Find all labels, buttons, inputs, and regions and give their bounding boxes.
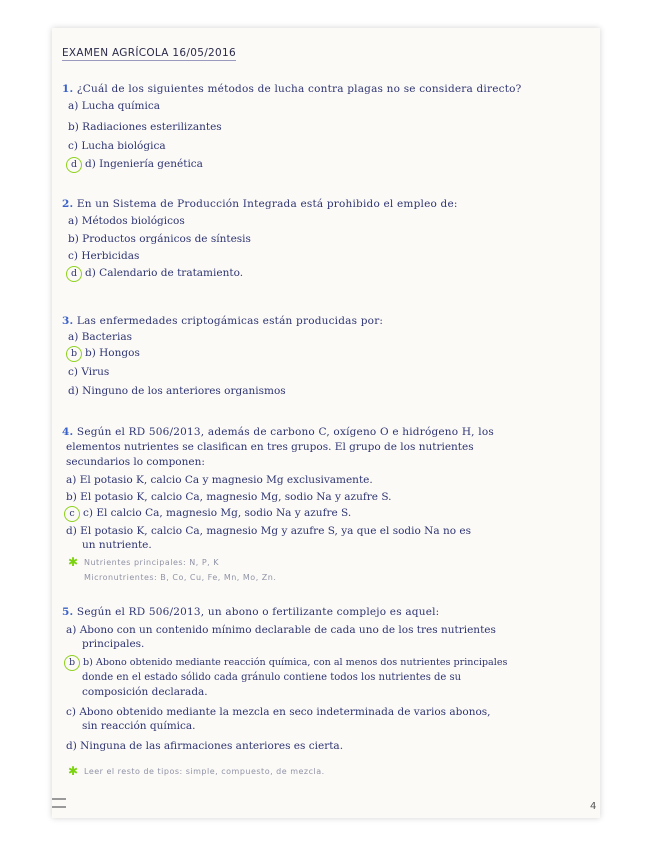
question-4-option-c-label: c) El calcio Ca, magnesio Mg, sodio Na y azufre S. xyxy=(83,507,352,519)
question-4-line-2: elementos nutrientes se clasifican en tres grupos. El grupo de los nutrientes xyxy=(66,441,474,453)
question-2-number: 2. xyxy=(62,198,74,210)
question-4-number: 4. xyxy=(62,426,74,438)
question-4-note-1: Nutrientes principales: N, P, K xyxy=(84,558,220,567)
exam-page xyxy=(52,28,600,818)
question-3-option-c: c) Virus xyxy=(68,366,110,378)
question-1 xyxy=(62,83,521,95)
answer-circle-marker: c xyxy=(64,506,80,522)
answer-circle-marker: d xyxy=(66,157,82,173)
question-3-number: 3. xyxy=(62,315,74,327)
question-5-option-b-cont-2: composición declarada. xyxy=(82,686,208,698)
question-2-option-d-label: d) Calendario de tratamiento. xyxy=(85,267,244,279)
question-1-text: ¿Cuál de los siguientes métodos de lucha contra plagas no se considera directo? xyxy=(76,83,522,95)
question-5-option-b-label: b) Abono obtenido mediante reacción química, con al menos dos nutrientes principales xyxy=(83,657,508,668)
answer-circle-marker: b xyxy=(64,655,80,671)
question-4-text-1: Según el RD 506/2013, además de carbono C, oxígeno O e hidrógeno H, los xyxy=(76,426,494,438)
question-5-option-b xyxy=(64,655,507,671)
question-5-number: 5. xyxy=(62,606,74,618)
question-2-text: En un Sistema de Producción Integrada está prohibido el empleo de: xyxy=(76,198,458,210)
question-3 xyxy=(62,315,383,327)
question-5 xyxy=(62,606,439,618)
question-3-option-d: d) Ninguno de los anteriores organismos xyxy=(68,385,286,397)
question-5-text: Según el RD 506/2013, un abono o fertilizante complejo es aquel: xyxy=(76,606,440,618)
question-4-line-3: secundarios lo componen: xyxy=(66,456,205,468)
answer-circle-marker: b xyxy=(66,346,82,362)
star-icon: ✱ xyxy=(68,555,79,569)
question-2-option-c: c) Herbicidas xyxy=(68,250,140,262)
question-3-option-b xyxy=(66,346,140,362)
question-4-option-c xyxy=(64,506,351,522)
question-1-option-d xyxy=(66,157,203,173)
answer-circle-marker: d xyxy=(66,266,82,282)
question-4-option-b: b) El potasio K, calcio Ca, magnesio Mg, sodio Na y azufre S. xyxy=(66,491,392,503)
question-2-option-b: b) Productos orgánicos de síntesis xyxy=(68,233,251,245)
question-4-option-a: a) El potasio K, calcio Ca y magnesio Mg exclusivamente. xyxy=(66,474,373,486)
question-4-line-1 xyxy=(62,426,494,438)
question-1-option-a: a) Lucha química xyxy=(68,100,160,112)
question-5-option-a: a) Abono con un contenido mínimo declarable de cada uno de los tres nutrientes xyxy=(66,624,496,636)
question-3-option-a: a) Bacterias xyxy=(68,331,133,343)
question-1-number: 1. xyxy=(62,83,74,95)
question-4-note-2: Micronutrientes: B, Co, Cu, Fe, Mn, Mo, Zn. xyxy=(84,573,277,582)
question-5-option-b-cont-1: donde en el estado sólido cada gránulo contiene todos los nutrientes de su xyxy=(82,672,462,683)
question-5-option-d: d) Ninguna de las afirmaciones anteriores es cierta. xyxy=(66,740,344,752)
question-5-option-c: c) Abono obtenido mediante la mezcla en seco indeterminada de varios abonos, xyxy=(66,706,491,718)
question-5-option-c-cont: sin reacción química. xyxy=(82,720,196,732)
question-5-option-a-cont: principales. xyxy=(82,638,145,650)
exam-header: EXAMEN AGRÍCOLA 16/05/2016 xyxy=(62,47,236,59)
page-number: 4 xyxy=(590,801,597,812)
question-1-option-d-label: d) Ingeniería genética xyxy=(85,158,203,170)
question-4-option-d-cont: un nutriente. xyxy=(82,539,152,551)
question-1-option-b: b) Radiaciones esterilizantes xyxy=(68,121,222,133)
binding-mark xyxy=(52,798,66,808)
question-1-option-c: c) Lucha biológica xyxy=(68,140,166,152)
question-2-option-a: a) Métodos biológicos xyxy=(68,215,185,227)
question-3-text: Las enfermedades criptogámicas están producidas por: xyxy=(76,315,384,327)
question-5-note: Leer el resto de tipos: simple, compuesto, de mezcla. xyxy=(84,767,325,776)
star-icon: ✱ xyxy=(68,764,79,778)
question-2 xyxy=(62,198,458,210)
question-3-option-b-label: b) Hongos xyxy=(85,347,140,359)
question-4-option-d: d) El potasio K, calcio Ca, magnesio Mg y azufre S, ya que el sodio Na no es xyxy=(66,525,471,537)
question-2-option-d xyxy=(66,266,243,282)
